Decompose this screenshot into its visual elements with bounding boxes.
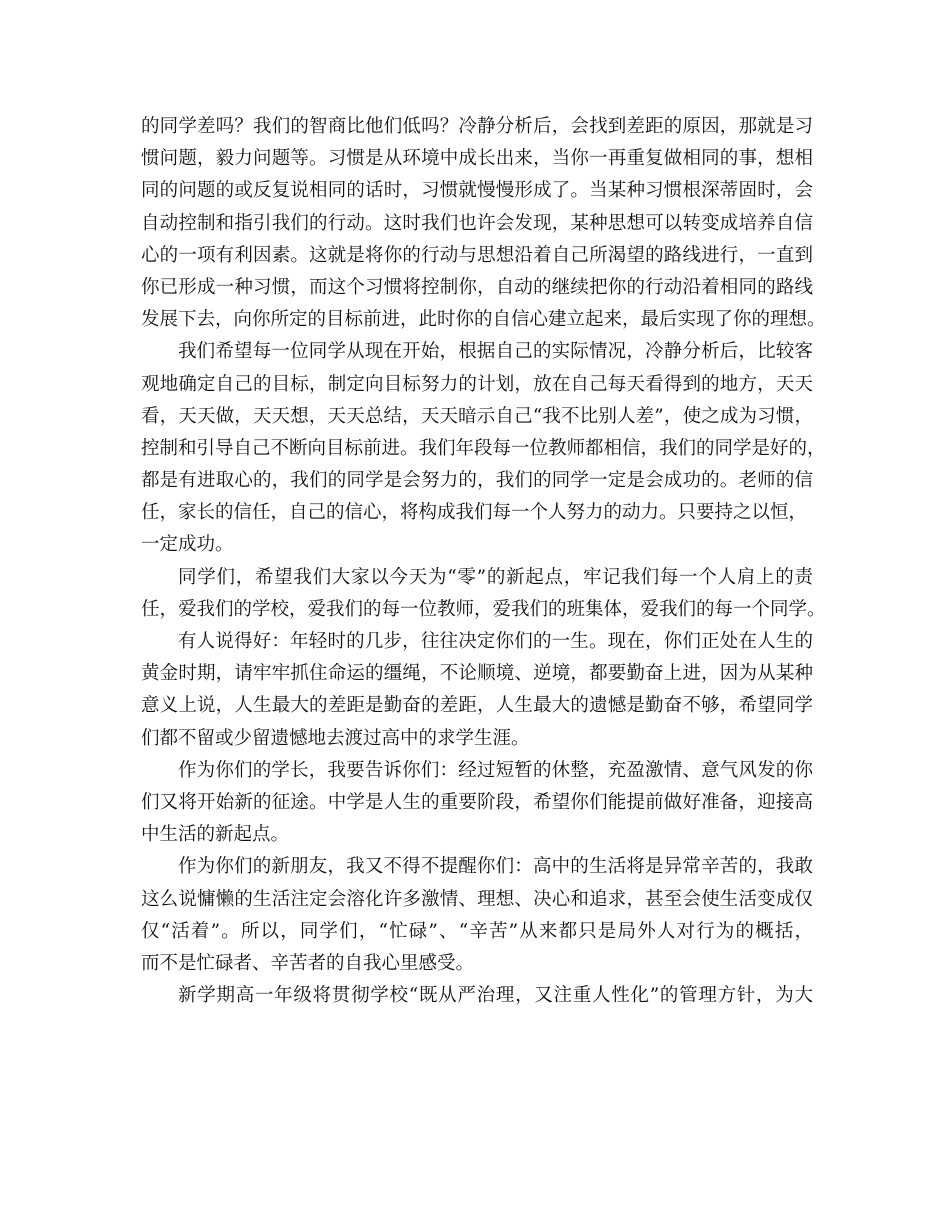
- text-line: 惯问题，毅力问题等。习惯是从环境中成长出来，当你一再重复做相同的事，想相: [141, 148, 813, 170]
- text-line: 仅“活着”。所以，同学们，“忙碌”、“辛苦”从来都只是局外人对行为的概括，: [141, 920, 813, 942]
- text-line: 有人说得好：年轻时的几步，往往决定你们的一生。现在，你们正处在人生的: [178, 631, 813, 652]
- text-line: 这么说慵懒的生活注定会溶化许多激情、理想、决心和追求，甚至会使生活变成仅: [141, 888, 813, 910]
- text-line: 你已形成一种习惯，而这个习惯将控制你，自动的继续把你的行动沿着相同的路线: [141, 276, 813, 298]
- text-line: 都是有进取心的，我们的同学是会努力的，我们的同学一定是会成功的。老师的信: [141, 470, 813, 492]
- text-line: 黄金时期，请牢牢抓住命运的缰绳，不论顺境、逆境，都要勤奋上进，因为从某种: [141, 663, 813, 685]
- text-line: 而不是忙碌者、辛苦者的自我心里感受。: [141, 952, 475, 974]
- text-line: 同的问题的或反复说相同的话时，习惯就慢慢形成了。当某种习惯根深蒂固时，会: [141, 180, 813, 202]
- text-line: 观地确定自己的目标，制定向目标努力的计划，放在自己每天看得到的地方，天天: [141, 373, 813, 395]
- text-line: 们又将开始新的征途。中学是人生的重要阶段，希望你们能提前做好准备，迎接高: [141, 791, 813, 813]
- text-line: 意义上说，人生最大的差距是勤奋的差距，人生最大的遗憾是勤奋不够，希望同学: [141, 695, 813, 717]
- text-line: 们都不留或少留遗憾地去渡过高中的求学生涯。: [141, 727, 530, 749]
- text-line: 我们希望每一位同学从现在开始，根据自己的实际情况，冷静分析后，比较客: [178, 341, 813, 363]
- text-line: 一定成功。: [141, 534, 234, 556]
- text-line: 看，天天做，天天想，天天总结，天天暗示自己“我不比别人差”，使之成为习惯，: [141, 405, 813, 427]
- text-line: 发展下去，向你所定的目标前进，此时你的自信心建立起来，最后实现了你的理想。: [141, 309, 826, 331]
- text-line: 任，家长的信任，自己的信心，将构成我们每一个人努力的动力。只要持之以恒，: [141, 502, 808, 524]
- text-line: 作为你们的新朋友，我又不得不提醒你们：高中的生活将是异常辛苦的，我敢: [178, 856, 813, 878]
- text-line: 同学们，希望我们大家以今天为“零”的新起点，牢记我们每一个人肩上的责: [178, 566, 813, 588]
- text-line: 自动控制和指引我们的行动。这时我们也许会发现，某种思想可以转变成培养自信: [141, 212, 813, 234]
- text-line: 心的一项有利因素。这就是将你的行动与思想沿着自己所渴望的路线进行，一直到: [141, 244, 813, 266]
- body-text: [141, 111, 826, 1012]
- text-line: 新学期高一年级将贯彻学校“既从严治理，又注重人性化”的管理方针，为大: [178, 985, 813, 1007]
- text-line: 控制和引导自己不断向目标前进。我们年段每一位教师都相信，我们的同学是好的，: [141, 437, 826, 459]
- text-line: 任，爱我们的学校，爱我们的每一位教师，爱我们的班集体，爱我们的每一个同学。: [141, 598, 826, 620]
- text-line: 中生活的新起点。: [141, 824, 290, 846]
- text-line: 作为你们的学长，我要告诉你们：经过短暂的休整，充盈激情、意气风发的你: [178, 759, 813, 781]
- text-line: 的同学差吗？我们的智商比他们低吗？冷静分析后，会找到差距的原因，那就是习: [141, 116, 813, 137]
